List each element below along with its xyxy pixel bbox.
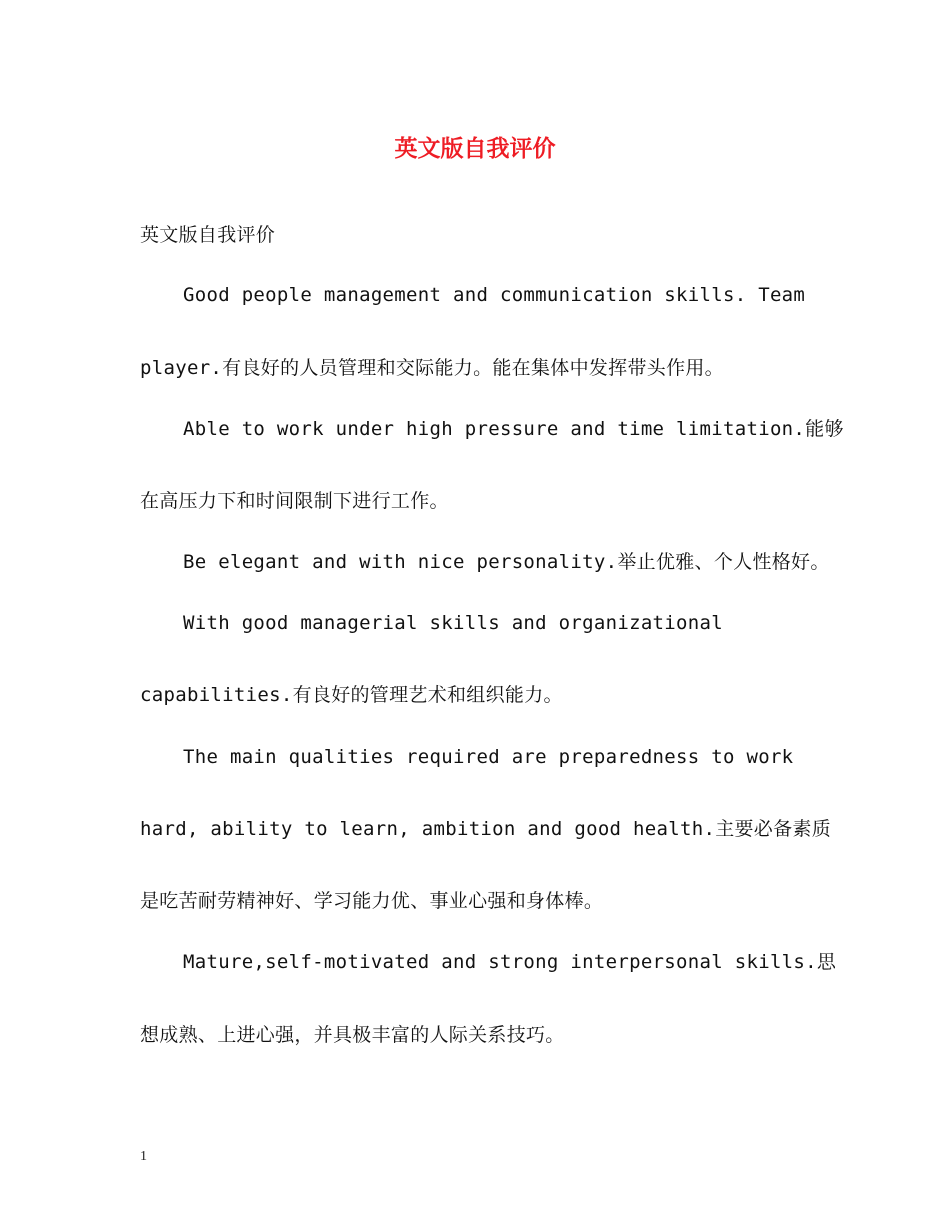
paragraph-line: Good people management and communication skills. Team — [183, 284, 806, 306]
paragraph-line: Mature,self-motivated and strong interpersonal skills.思 — [183, 951, 837, 973]
paragraph-line: Be elegant and with nice personality.举止优雅、个人性格好。 — [183, 551, 830, 573]
paragraph-line: 想成熟、上进心强，并具极丰富的人际关系技巧。 — [140, 1024, 565, 1046]
document-subtitle: 英文版自我评价 — [140, 224, 276, 246]
paragraph-line: capabilities.有良好的管理艺术和组织能力。 — [140, 684, 563, 706]
page-number: 1 — [140, 1149, 147, 1164]
paragraph-line: player.有良好的人员管理和交际能力。能在集体中发挥带头作用。 — [140, 357, 724, 379]
paragraph-line: 是吃苦耐劳精神好、学习能力优、事业心强和身体棒。 — [140, 890, 604, 912]
paragraph-line: With good managerial skills and organizational — [183, 612, 723, 634]
document-title: 英文版自我评价 — [394, 135, 556, 162]
paragraph-line: The main qualities required are preparedness to work — [183, 746, 794, 768]
paragraph-line: 在高压力下和时间限制下进行工作。 — [140, 490, 449, 512]
paragraph-line: Able to work under high pressure and time limitation.能够 — [183, 418, 844, 440]
paragraph-line: hard, ability to learn, ambition and good health.主要必备素质 — [140, 818, 832, 840]
